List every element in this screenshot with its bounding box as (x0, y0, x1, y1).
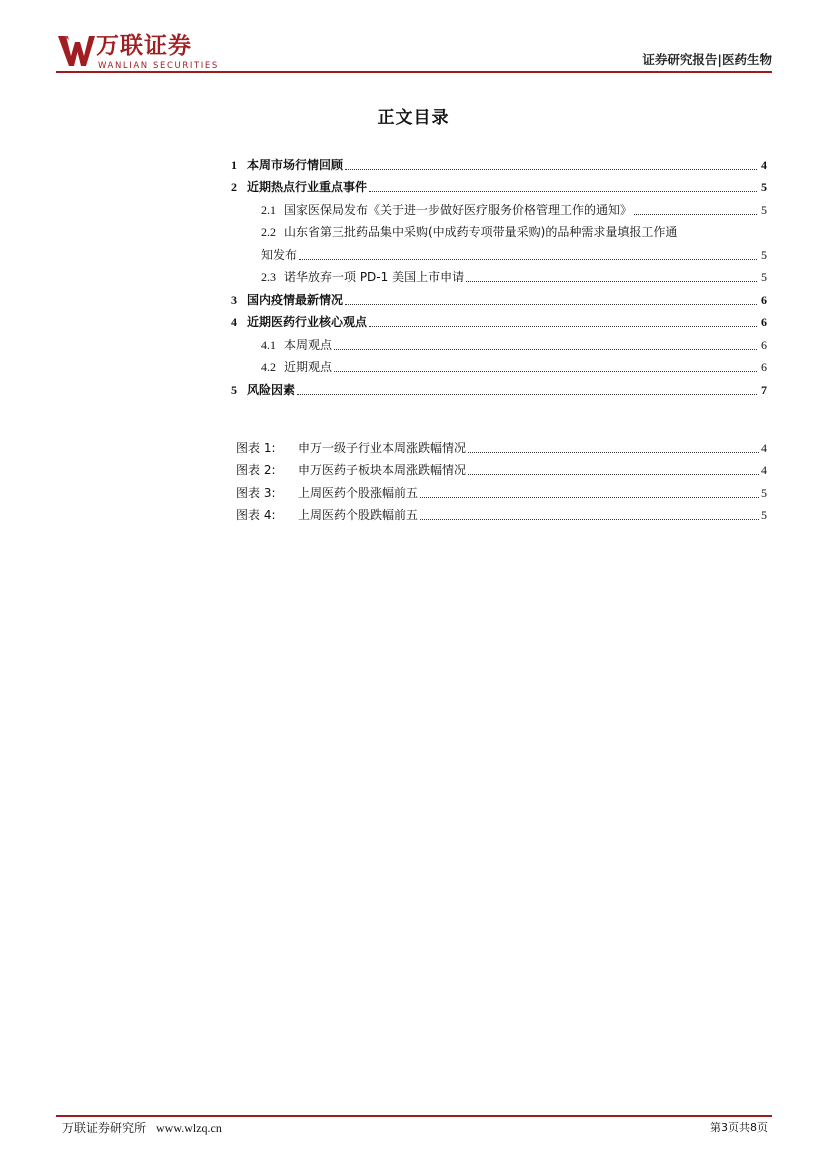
page-title: 正文目录 (377, 108, 450, 128)
toc-entry-page: 5 (761, 180, 767, 194)
logo-english-name: WANLIAN SECURITIES (98, 61, 219, 71)
toc-entry-2[interactable] (231, 173, 767, 196)
toc-entry-title: 风险因素 (247, 382, 296, 397)
toc-entry-number: 3 (231, 292, 237, 307)
toc-entry-number: 5 (231, 382, 237, 397)
header-divider (56, 71, 772, 73)
toc-entry-number: 4 (231, 315, 237, 329)
toc-leader-dots (334, 371, 757, 372)
toc-entry-2-1[interactable] (231, 195, 767, 218)
toc-entry-title: 本周观点 (284, 337, 333, 352)
toc-entry-2-3[interactable] (231, 263, 767, 286)
logo-chinese-name: 万联证券 (96, 33, 192, 59)
toc-entry-1[interactable] (231, 150, 767, 173)
footer-source (62, 1120, 222, 1136)
report-category: 证券研究报告|医药生物 (642, 52, 772, 67)
page-number: 第3页共8页 (710, 1121, 768, 1134)
figure-entry-2[interactable] (236, 456, 767, 479)
toc-entry-title: 国内疫情最新情况 (247, 292, 344, 307)
figure-leader-dots (468, 474, 759, 475)
toc-leader-dots (369, 326, 757, 327)
toc-entry-number: 4.1 (261, 337, 276, 352)
figure-entry-1[interactable] (236, 433, 767, 456)
toc-entry-title-continued: 知发布 (261, 247, 298, 262)
figure-title: 上周医药个股跌幅前五 (298, 508, 419, 522)
toc-leader-dots (297, 394, 757, 395)
toc-leader-dots (345, 169, 757, 170)
toc-entry-title: 本周市场行情回顾 (247, 157, 344, 172)
wanlian-logo-mark-icon (56, 32, 96, 68)
toc-entry-page: 4 (761, 157, 767, 172)
toc-entry-4[interactable] (231, 308, 767, 331)
toc-leader-dots (369, 191, 757, 192)
figure-leader-dots (420, 497, 759, 498)
toc-entry-4-2[interactable] (231, 353, 767, 376)
toc-entry-page: 6 (761, 315, 767, 329)
figure-page: 5 (761, 485, 767, 500)
toc-entry-title: 近期热点行业重点事件 (247, 180, 368, 194)
footer-url-link[interactable]: www.wlzq.cn (156, 1121, 222, 1135)
figure-label: 图表 2: (236, 463, 276, 477)
toc-leader-dots (634, 214, 757, 215)
toc-entry-2-2-continued[interactable] (231, 240, 767, 263)
toc-entry-number: 1 (231, 157, 237, 172)
toc-entry-title: 诺华放弃一项 PD-1 美国上市申请 (284, 270, 465, 284)
toc-entry-number: 2 (231, 180, 237, 194)
toc-entry-title: 近期观点 (284, 360, 333, 374)
figure-leader-dots (420, 519, 759, 520)
toc-entry-number: 2.1 (261, 202, 276, 217)
toc-entry-3[interactable] (231, 285, 767, 308)
table-of-contents (231, 150, 767, 398)
figure-page: 4 (761, 463, 767, 477)
figure-page: 4 (761, 440, 767, 455)
toc-entry-page: 5 (761, 247, 767, 262)
list-of-figures (236, 433, 767, 523)
figure-title: 申万医药子板块本周涨跌幅情况 (298, 463, 467, 477)
toc-entry-page: 7 (761, 382, 767, 397)
figure-label: 图表 3: (236, 485, 276, 500)
toc-leader-dots (345, 304, 757, 305)
company-logo (56, 30, 226, 74)
footer-divider (56, 1115, 772, 1117)
toc-entry-page: 5 (761, 270, 767, 284)
page-header (56, 30, 772, 74)
toc-entry-page: 6 (761, 360, 767, 374)
figure-page: 5 (761, 508, 767, 522)
toc-entry-title: 国家医保局发布《关于进一步做好医疗服务价格管理工作的通知》 (284, 202, 633, 217)
toc-leader-dots (334, 349, 757, 350)
toc-entry-number: 2.2 (261, 225, 276, 239)
figure-leader-dots (468, 452, 759, 453)
toc-entry-2-2[interactable] (231, 218, 767, 241)
toc-entry-number: 4.2 (261, 360, 276, 374)
figure-entry-3[interactable] (236, 478, 767, 501)
toc-leader-dots (299, 259, 757, 260)
footer-org: 万联证券研究所 (62, 1121, 147, 1135)
toc-leader-dots (466, 281, 757, 282)
toc-entry-4-1[interactable] (231, 330, 767, 353)
figure-title: 申万一级子行业本周涨跌幅情况 (298, 440, 467, 455)
figure-label: 图表 1: (236, 440, 276, 455)
toc-entry-page: 6 (761, 292, 767, 307)
toc-entry-title: 近期医药行业核心观点 (247, 315, 368, 329)
figure-title: 上周医药个股涨幅前五 (298, 485, 419, 500)
toc-entry-page: 6 (761, 337, 767, 352)
figure-label: 图表 4: (236, 508, 276, 522)
toc-entry-title: 山东省第三批药品集中采购(中成药专项带量采购)的品种需求量填报工作通 (284, 225, 678, 239)
toc-entry-5[interactable] (231, 375, 767, 398)
figure-entry-4[interactable] (236, 501, 767, 524)
toc-entry-number: 2.3 (261, 270, 276, 284)
toc-entry-page: 5 (761, 202, 767, 217)
